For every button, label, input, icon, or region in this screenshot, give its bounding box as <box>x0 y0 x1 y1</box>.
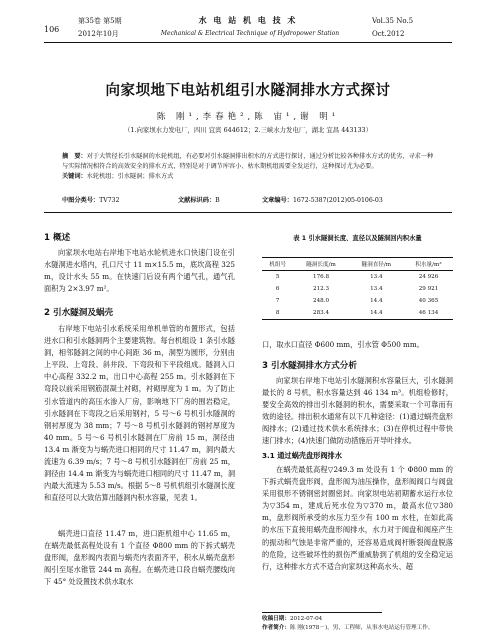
section-3-1-heading: 3.1 通过蜗壳盘形阀排水 <box>262 451 342 460</box>
document-code <box>178 196 220 206</box>
table-cell: 6 <box>275 286 280 292</box>
doc-value: B <box>215 197 220 204</box>
table-header-row <box>262 258 453 271</box>
table-cell: 283.4 <box>313 310 330 316</box>
footnote-rule <box>262 612 382 613</box>
page-number: 106 <box>44 25 60 34</box>
table-cell: 248.0 <box>313 298 330 304</box>
affiliation: （1.向家坝水力发电厂，四川 宜宾 644612；2.三峡水力发电厂，湖北 宜昌 443133） <box>123 126 373 134</box>
issue-label: 第35卷 第5期 <box>78 17 122 25</box>
received-label: 收稿日期： <box>262 616 290 622</box>
table-header-cell: 隧洞直径/m <box>361 262 392 268</box>
section-2-paragraph-2: 蜗壳进口直径 11.47 m，进口距机组中心 11.65 m，在蜗壳最低高程处设有 1 个直径 Φ800 mm 的下拆式蜗壳盘形阀，盘形阀内表面与蜗壳内表面齐平，积水从蜗壳盘形阀引至尾水锥管 244 m 高程。在蜗壳进口段自蜗壳腰线向下 45° 处设置技术供水取水 <box>44 529 235 587</box>
table-row <box>262 283 453 295</box>
table-header-cell: 机组号 <box>269 262 287 268</box>
keywords: 水轮机组；引水隧洞；排水方式 <box>86 173 174 180</box>
doc-label: 文献标识码： <box>178 197 216 204</box>
header-rule <box>44 42 452 43</box>
table-1-caption: 表 1 引水隧洞长度、直径以及隧洞回内积水量 <box>293 235 422 242</box>
table-cell: 7 <box>275 298 280 304</box>
table-cell: 176.8 <box>313 274 330 280</box>
table-cell: 14.4 <box>370 310 383 316</box>
journal-title-cn: 水 电 站 机 电 技 术 <box>198 16 298 25</box>
section-2-paragraph-1: 右岸地下电站引水系统采用单机单管的布置形式，包括进水口和引水隧洞两个主要建筑物。每台机组设 1 条引水隧洞，相邻隧洞之间的中心间距 36 m，洞型为圆形，分别由上平段、上弯段、斜井段、下弯段和下平段组成。隧洞入口中心高程 332.2 m，出口中心高程 255 m。引水隧洞在下弯段以前采用钢筋混凝土衬砌，衬砌厚度为 1 m。为了防止引水管道内的高压水渗入厂房，影响地下厂房的围岩稳定，引水隧洞在下弯段之后采用钢衬，5 号～6 号机引水隧洞的钢衬厚度为 38 mm；7 号～8 号机引水隧洞的钢衬厚度为 40 mm。5 号～6 号机引水隧洞在厂房前 15 m，洞径由 13.4 m 渐变为与蜗壳进口相同的尺寸 11.47 m，洞内最大流速为 6.39 m/s；7 号～8 号机引水隧洞在厂房前 25 m，洞径由 14.4 m 渐变为与蜗壳进口相同的尺寸 11.47 m，洞内最大流速为 5.53 m/s。根据 5～8 号机机组引水隧洞长度和直径可以大致估算出隧洞内积水容量，见表 1。 <box>44 324 236 503</box>
journal-title-en: Mechanical & Electrical Technique of Hydropower Station <box>160 30 340 37</box>
received-value: 2012-07-04 <box>289 616 323 622</box>
section-1-heading: 1 概述 <box>44 233 71 243</box>
clc-value: TV732 <box>99 197 120 204</box>
table-cell: 13.4 <box>370 286 383 292</box>
article-value: 1672-5387(2012)05-0106-03 <box>292 197 383 204</box>
author-bio-label: 作者简介： <box>262 625 290 631</box>
table-cell: 40 365 <box>418 298 439 304</box>
volume-label: Vol.35 No.5 <box>372 17 414 25</box>
authors: 陈 刚¹,李春艳²,陈 宙¹,谢 明¹ <box>156 112 340 122</box>
volume-date: Oct.2012 <box>372 30 405 38</box>
received-date <box>262 615 453 623</box>
table-cell: 8 <box>275 310 280 316</box>
table-1 <box>262 257 453 320</box>
section-2-heading: 2 引水隧洞及蜗壳 <box>44 308 114 318</box>
table-header-cell: 积水量/m³ <box>415 262 442 268</box>
table-row <box>262 307 453 320</box>
section-1-paragraph: 向家坝水电站右岸地下电站水轮机进水口快速门设在引水隧洞进水塔内，孔口尺寸 11 m×15.5 m，底坎高程 325 m，设计水头 55 m。在快速门后设有两个通气孔，通气孔面积为 2×3.97 m²。 <box>44 248 235 294</box>
table-cell: 24 926 <box>418 274 439 280</box>
table-row <box>262 295 453 307</box>
section-3-paragraph: 向家坝右岸地下电站引水隧洞积水容量巨大，引水隧洞最长的 8 号机，积水容量达到 46 134 m³。机组检修时，要安全高效的排出引水隧洞的积水，需要采取一个可靠而有效的途径。排出积水通常有以下几种途径：(1)通过蜗壳盘形阀排水；(2)通过技术供水系统排水；(3)在停机过程中带快速门排水；(4)快速门做防动措施后开导叶排水。 <box>262 376 453 446</box>
section-2-paragraph-3: 口，取水口直径 Φ600 mm，引水管 Φ500 mm。 <box>262 340 424 349</box>
issue-date: 2012年10月 <box>78 30 119 38</box>
author-bio <box>262 624 453 632</box>
keywords-label: 关键词： <box>62 173 87 180</box>
table-header-cell: 隧洞长度/m <box>306 262 336 268</box>
section-3-1-paragraph: 在蜗壳最低高程▽249.3 m 处设有 1 个 Φ800 mm 的下拆式蜗壳盘形阀，盘形阀为油压操作，盘形阀阀口与阀盘采用很形不锈钢密封圈密封。向家坝电站初期蓄水运行水位为▽354 m，建成后死水位为▽370 m，最高水位▽380 m，盘形阀所承受的水压力至少有 100 m 水柱，在如此高的水压下直接用蜗壳盘形阀排水，水力对于阀盘和阀座产生的振动和气蚀是非常严重的，还容易造成阀杆断裂阀盘脱落的危险，这些破坏性的损伤严重威胁到了机组的安全稳定运行，这种排水方式不适合向家坝这种高水头、超 <box>262 465 453 571</box>
abstract-text: 对于大管径长引水隧洞的水轮机组，有必要对引水隧洞排出积水的方式进行探讨，通过分析比较各种排水方式的优劣，寻求一种与实际情况相符合的高效安全的排水方式，特别是对于调节库容小、枯水期机组需要全发运行，这种探讨尤为必要。 <box>62 153 434 170</box>
table-cell: 5 <box>275 274 280 280</box>
article-label: 文章编号： <box>262 197 293 204</box>
table-row <box>262 271 453 284</box>
table-cell: 14.4 <box>370 298 383 304</box>
clc-label: 中图分类号： <box>62 197 100 204</box>
section-3-heading: 3 引水隧洞排水方式分析 <box>262 361 357 371</box>
abstract-rule <box>44 212 452 213</box>
clc-number <box>62 196 120 206</box>
abstract <box>62 152 434 182</box>
article-title: 向家坝地下电站机组引水隧洞排水方式探讨 <box>105 83 391 99</box>
abstract-label: 摘 要： <box>62 153 87 160</box>
author-bio-text: 陈 刚(1978－)，男，工程师，从事水电站运行管理工作。 <box>289 625 434 631</box>
article-number <box>262 196 383 206</box>
table-cell: 212.3 <box>313 286 330 292</box>
table-cell: 29 921 <box>418 286 439 292</box>
table-cell: 13.4 <box>370 274 383 280</box>
table-cell: 46 134 <box>418 310 439 316</box>
